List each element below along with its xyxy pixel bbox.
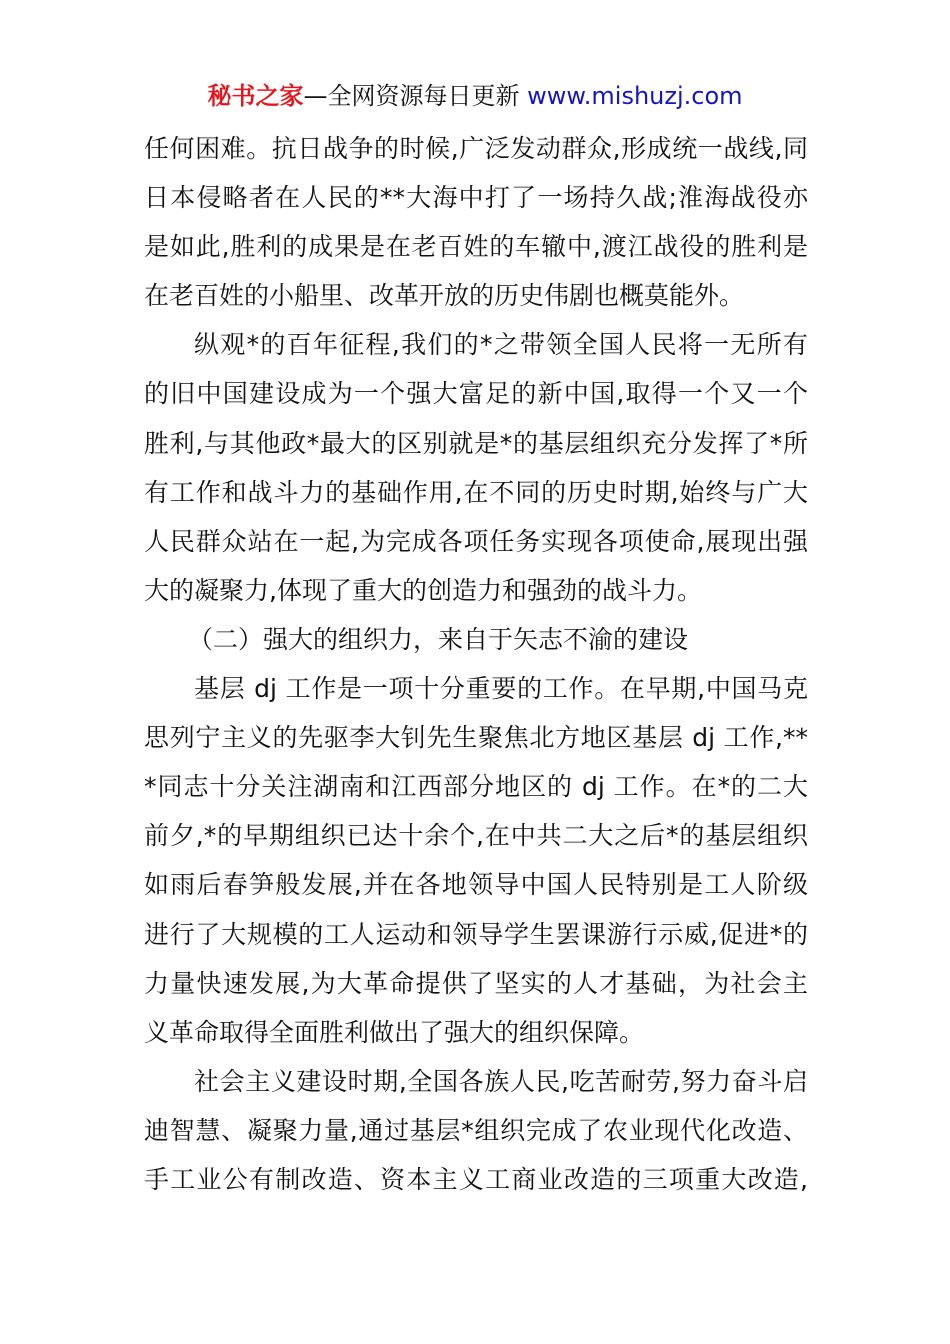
document-body [144, 124, 808, 1204]
site-tagline: —全网资源每日更新 [303, 82, 528, 110]
paragraph-start-line: 基层 dj 工作是一项十分重要的工作。在早期,中国马克 [194, 674, 808, 704]
text-line: 日本侵略者在人民的**大海中打了一场持久战;淮海战役亦 [144, 183, 808, 213]
text-line: 力量快速发展,为大革命提供了坚实的人才基础，为社会主 [144, 968, 808, 998]
paragraph-start-line: 社会主义建设时期,全国各族人民,吃苦耐劳,努力奋斗启 [194, 1066, 808, 1096]
text-line: 的旧中国建设成为一个强大富足的新中国,取得一个又一个 [144, 379, 808, 409]
text-line: 大的凝聚力,体现了重大的创造力和强劲的战斗力。 [144, 575, 702, 605]
text-line: 手工业公有制改造、资本主义工商业改造的三项重大改造, [144, 1164, 808, 1194]
site-brand: 秘书之家 [207, 82, 304, 110]
text-line: 有工作和战斗力的基础作用,在不同的历史时期,始终与广大 [144, 477, 808, 507]
text-line: 人民群众站在一起,为完成各项任务实现各项使命,展现出强 [144, 526, 808, 556]
text-line: *同志十分关注湖南和江西部分地区的 dj 工作。在*的二大 [144, 772, 808, 802]
text-line: 如雨后春笋般发展,并在各地领导中国人民特别是工人阶级 [144, 870, 808, 900]
text-line: 任何困难。抗日战争的时候,广泛发动群众,形成统一战线,同 [144, 134, 808, 163]
text-line: 前夕,*的早期组织已达十余个,在中共二大之后*的基层组织 [144, 821, 808, 851]
paragraph-start-line: 纵观*的百年征程,我们的*之带领全国人民将一无所有 [194, 330, 808, 360]
text-line: 是如此,胜利的成果是在老百姓的车辙中,渡江战役的胜利是 [144, 232, 808, 262]
text-line: 义革命取得全面胜利做出了强大的组织保障。 [144, 1017, 645, 1047]
site-url-link[interactable]: www.mishuzj.com [527, 82, 743, 110]
page-header [0, 80, 950, 112]
section-heading: （二）强大的组织力，来自于矢志不渝的建设 [188, 624, 689, 654]
text-line: 思列宁主义的先驱李大钊先生聚焦北方地区基层 dj 工作,** [144, 723, 808, 753]
text-line: 在老百姓的小船里、改革开放的历史伟剧也概莫能外。 [144, 281, 745, 311]
text-line: 进行了大规模的工人运动和领导学生罢课游行示威,促进*的 [144, 919, 808, 949]
text-line: 迪智慧、凝聚力量,通过基层*组织完成了农业现代化改造、 [144, 1115, 808, 1145]
text-line: 胜利,与其他政*最大的区别就是*的基层组织充分发挥了*所 [144, 428, 808, 458]
